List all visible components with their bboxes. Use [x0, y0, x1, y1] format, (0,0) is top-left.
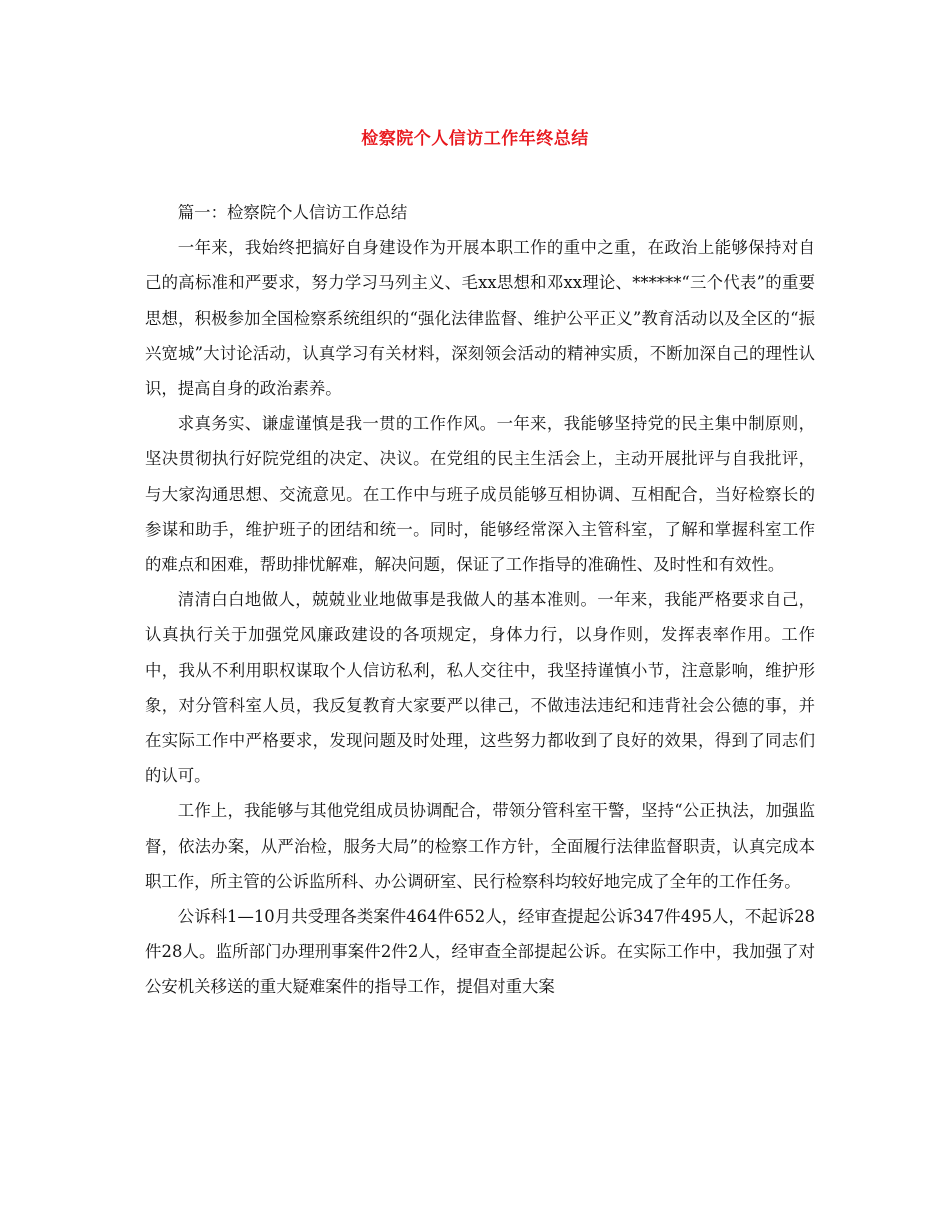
document-body [145, 195, 815, 1005]
paragraph: 工作上，我能够与其他党组成员协调配合，带领分管科室干警，坚持“公正执法，加强监督，依法办案，从严治检，服务大局”的检察工作方针，全面履行法律监督职责，认真完成本职工作，所主管的公诉监所科、办公调研室、民行检察科均较好地完成了全年的工作任务。 [145, 801, 815, 891]
paragraph: 一年来，我始终把搞好自身建设作为开展本职工作的重中之重，在政治上能够保持对自己的高标准和严要求，努力学习马列主义、毛xx思想和邓xx理论、******“三个代表”的重要思想，积极参加全国检察系统组织的“强化法律监督、维护公平正义”教育活动以及全区的“振兴宽城”大讨论活动，认真学习有关材料，深刻领会活动的精神实质，不断加深自己的理性认识，提高自身的政治素养。 [145, 238, 815, 399]
paragraph: 求真务实、谦虚谨慎是我一贯的工作作风。一年来，我能够坚持党的民主集中制原则，坚决贯彻执行好院党组的决定、决议。在党组的民主生活会上，主动开展批评与自我批评，与大家沟通思想、交流意见。在工作中与班子成员能够互相协调、互相配合，当好检察长的参谋和助手，维护班子的团结和统一。同时，能够经常深入主管科室，了解和掌握科室工作的难点和困难，帮助排忧解难，解决问题，保证了工作指导的准确性、及时性和有效性。 [145, 414, 815, 575]
paragraph: 公诉科1—10月共受理各类案件464件652人，经审查提起公诉347件495人，不起诉28件28人。监所部门办理刑事案件2件2人，经审查全部提起公诉。在实际工作中，我加强了对公安机关移送的重大疑难案件的指导工作，提倡对重大案 [145, 907, 815, 997]
section-heading: 篇一：检察院个人信访工作总结 [177, 203, 408, 222]
paragraph: 清清白白地做人，兢兢业业地做事是我做人的基本准则。一年来，我能严格要求自己，认真执行关于加强党风廉政建设的各项规定，身体力行，以身作则，发挥表率作用。工作中，我从不利用职权谋取个人信访私利，私人交往中，我坚持谨慎小节，注意影响，维护形象，对分管科室人员，我反复教育大家要严以律己，不做违法违纪和违背社会公德的事，并在实际工作中严格要求，发现问题及时处理，这些努力都收到了良好的效果，得到了同志们的认可。 [145, 590, 815, 786]
document-title: 检察院个人信访工作年终总结 [361, 129, 589, 149]
